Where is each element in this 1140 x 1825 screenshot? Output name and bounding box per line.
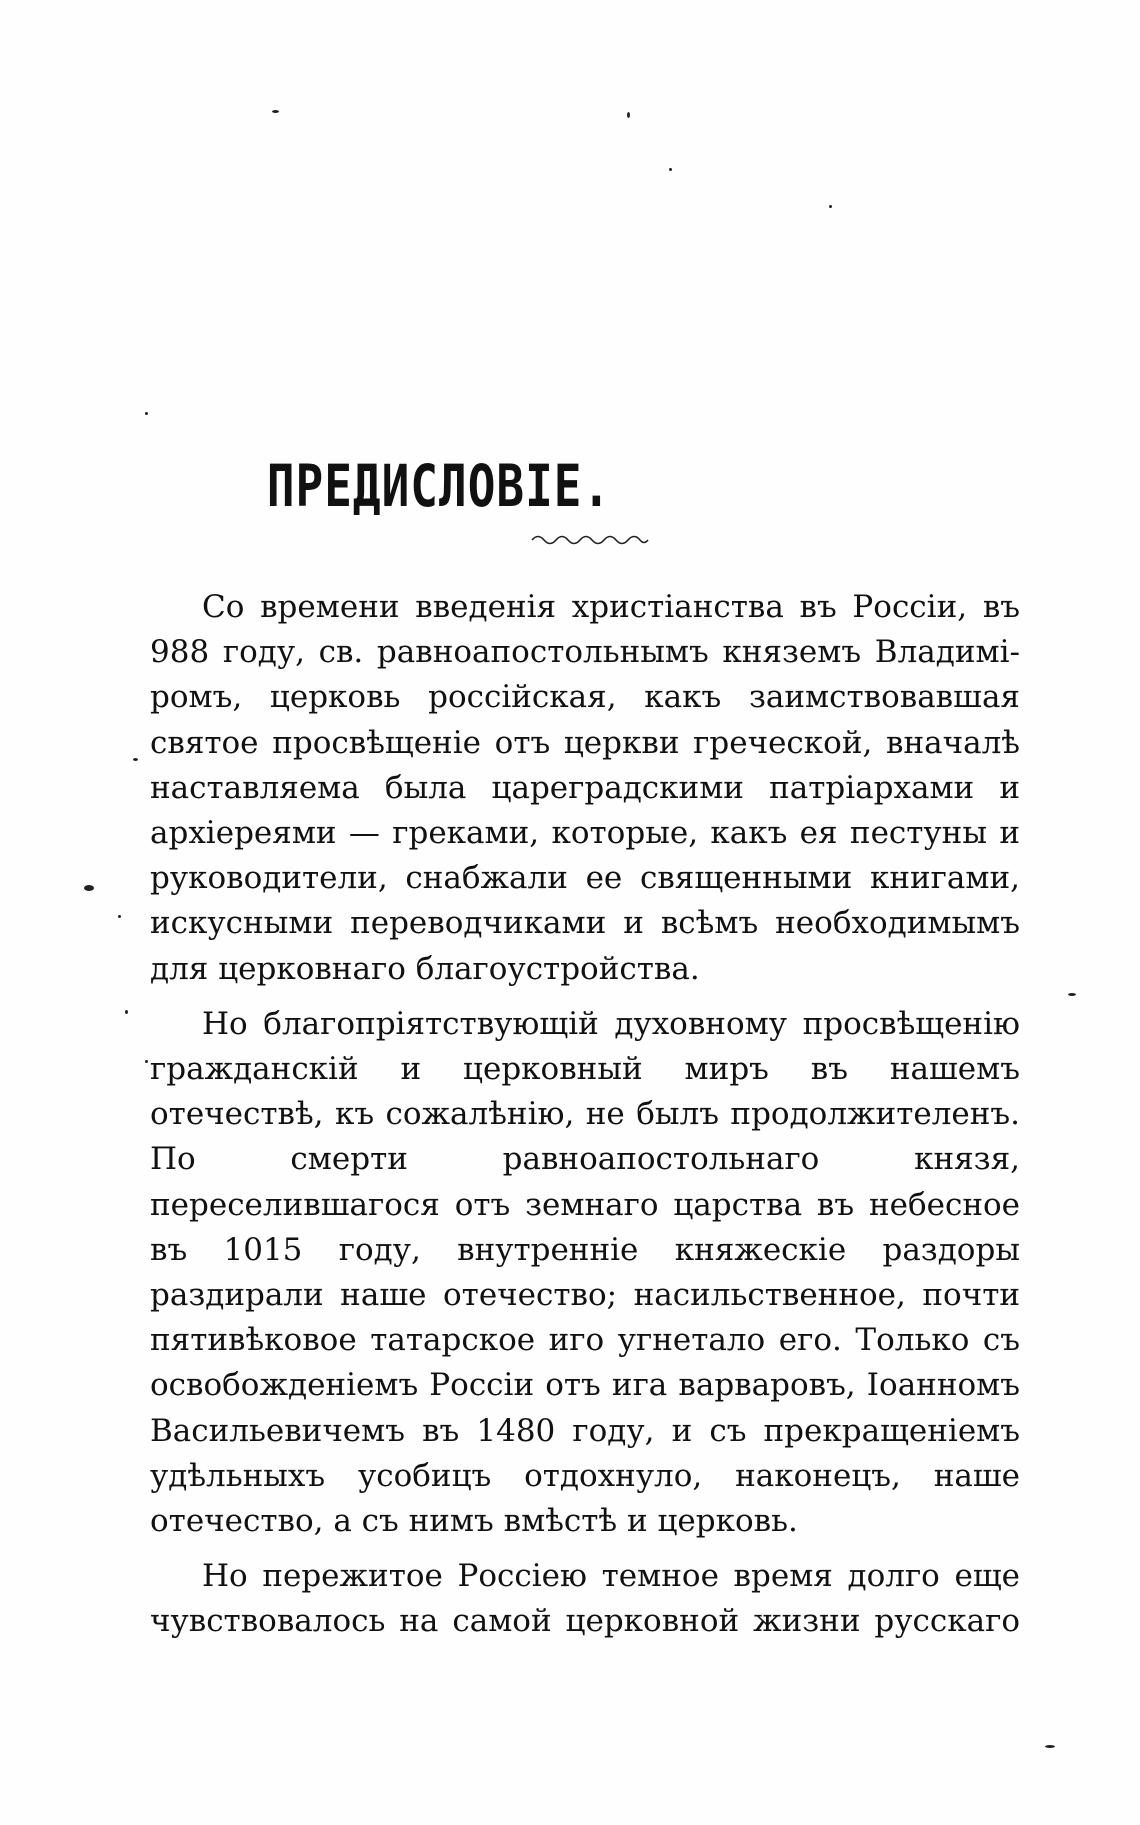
scan-speck [84, 885, 94, 891]
page-title: ПРЕДИСЛОВІЕ. [266, 452, 612, 520]
scan-speck [1045, 1745, 1055, 1748]
scan-speck [627, 112, 630, 118]
body-text [150, 585, 1020, 1645]
scan-speck [133, 758, 138, 761]
scan-speck [829, 205, 832, 208]
scan-speck [145, 412, 148, 415]
paragraph-3: Но пережитое Россіею темное время долго еще чувствовалось на самой церковной жизни русскаго [150, 1558, 1020, 1640]
scan-speck [272, 110, 279, 113]
paragraph-1: Со времени введенія христіанства въ Россіи, въ 988 году, св. равноапостольнымъ княземъ Владиміромъ, церковь россійская, какъ заимствовавшая святое просвѣщеніе отъ церкви греческой, вначалѣ наставляема была цареградскими патріархами и архіереями — греками, которые, какъ ея пестуны и руководители, снабжали ее священными книгами, искусными переводчиками и всѣмъ необходимымъ для церковнаго благоустройства. [150, 589, 1020, 987]
scan-speck [118, 915, 121, 918]
ornament-divider-icon [530, 530, 650, 550]
scan-speck [145, 1060, 148, 1063]
scan-speck [669, 168, 672, 171]
scan-speck [1068, 993, 1076, 996]
scan-speck [125, 1010, 128, 1014]
paragraph-2: Но благопріятствующій духовному просвѣщенію гражданскій и церковный миръ въ нашемъ отечествѣ, къ сожалѣнію, не былъ продолжителенъ. По смерти равноапостольнаго князя, переселившагося отъ земнаго царства въ небесное въ 1015 году, внутренніе княжескіе раздоры раздирали наше отечество; насильственное, почти пятивѣковое татарское иго угнетало его. Только съ освобожденіемъ Россіи отъ ига варваровъ, Іоанномъ Васильевичемъ въ 1480 году, и съ прекращеніемъ удѣльныхъ усобицъ отдохнуло, наконецъ, наше отечество, а съ нимъ вмѣстѣ и церковь. [150, 1005, 1020, 1540]
